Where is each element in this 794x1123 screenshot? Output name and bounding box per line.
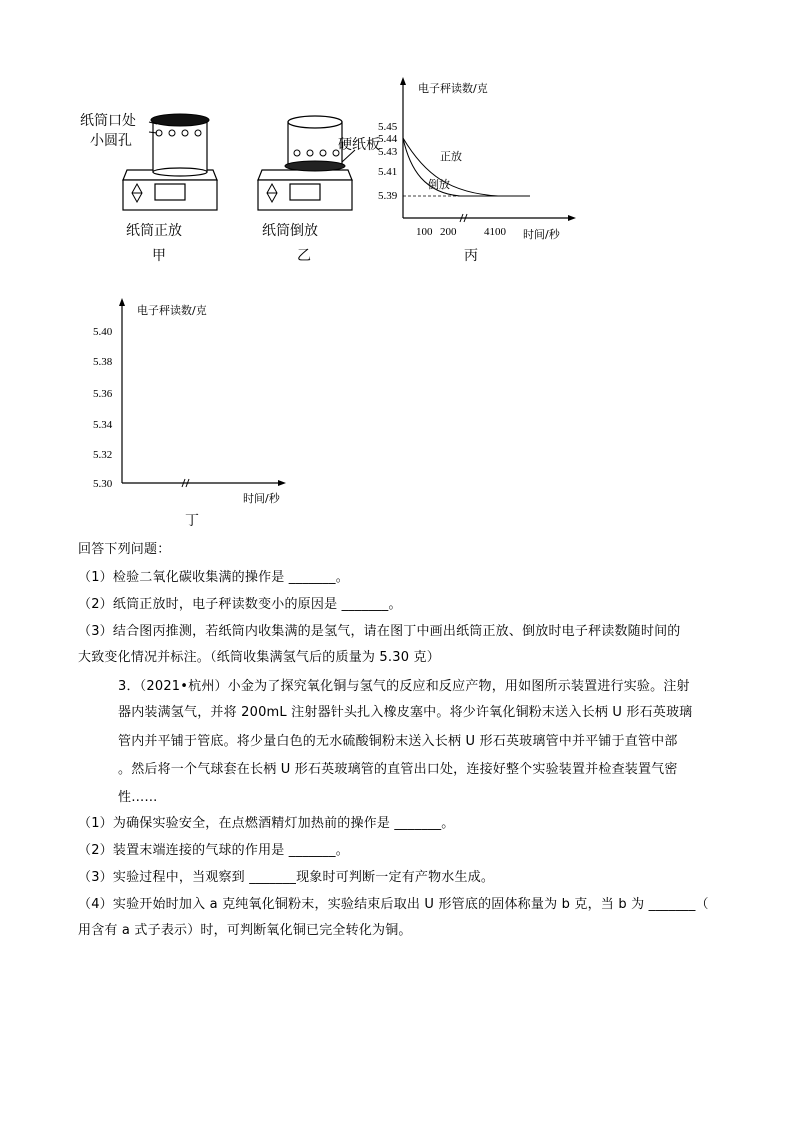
- problem-3-line-3: 管内并平铺于管底。将少量白色的无水硫酸铜粉末送入长柄 U 形石英玻璃管中并平铺于直管中部: [118, 734, 678, 749]
- intro-text: 回答下列问题：: [78, 542, 171, 557]
- bing-x-arrow: [568, 215, 576, 221]
- bing-y-arrow: [400, 77, 406, 85]
- ding-x-arrow: [278, 480, 286, 486]
- bing-xtick-1: 200: [440, 226, 457, 238]
- name-yi: 乙: [297, 248, 311, 264]
- chart-bing-svg: [370, 75, 590, 245]
- sub-question-1: （1）为确保实验安全，在点燃酒精灯加热前的操作是 _______。: [78, 816, 455, 831]
- problem-3-line-5: 性……: [118, 790, 158, 805]
- bing-xtick-2: 4100: [484, 226, 506, 238]
- bing-line-inverted: [403, 138, 498, 196]
- question-3-line-1: （3）结合图丙推测，若纸筒内收集满的是氢气，请在图丁中画出纸筒正放、倒放时电子秤读数随时间的: [78, 624, 681, 639]
- bing-series-inverted-label: 倒放: [428, 178, 450, 191]
- caption-upright: 纸筒正放: [126, 223, 182, 239]
- ding-ylabel: 电子秤读数/克: [137, 304, 207, 317]
- label-mouth: 纸筒口处: [80, 113, 136, 129]
- problem-3-line-4: 。然后将一个气球套在长柄 U 形石英玻璃管的直管出口处，连接好整个实验装置并检查装置气密: [118, 762, 678, 777]
- bing-xlabel: 时间/秒: [523, 228, 560, 241]
- bing-ylabel: 电子秤读数/克: [418, 82, 488, 95]
- sub-question-3: （3）实验过程中，当观察到 _______现象时可判断一定有产物水生成。: [78, 870, 495, 885]
- question-2: （2）纸筒正放时，电子秤读数变小的原因是 _______。: [78, 597, 402, 612]
- sub-question-4-line-2: 用含有 a 式子表示）时，可判断氧化铜已完全转化为铜。: [78, 923, 412, 938]
- problem-3-line-1: 3．（2021•杭州）小金为了探究氧化铜与氢气的反应和反应产物，用如图所示装置进行实验。注射: [118, 679, 690, 694]
- bing-ytick-1: 5.44: [378, 133, 398, 145]
- ding-name: 丁: [185, 513, 199, 529]
- label-hole: 小圆孔: [90, 133, 132, 149]
- bing-ytick-2: 5.43: [378, 146, 398, 158]
- ding-ytick-3: 5.34: [93, 419, 113, 431]
- chart-ding-svg: [90, 295, 310, 495]
- bing-line-upright: [403, 138, 530, 196]
- name-jia: 甲: [152, 248, 166, 264]
- caption-inverted: 纸筒倒放: [262, 223, 318, 239]
- scale-inverted-illustration: [250, 110, 360, 215]
- bing-series-upright-label: 正放: [440, 150, 462, 163]
- ding-ytick-1: 5.38: [93, 356, 113, 368]
- ding-y-arrow: [119, 298, 125, 306]
- ding-xlabel: 时间/秒: [243, 492, 280, 505]
- sub-question-4-line-1: （4）实验开始时加入 a 克纯氧化铜粉末，实验结束后取出 U 形管底的固体称量为 b 克，当 b 为 _______（: [78, 897, 709, 912]
- bing-name: 丙: [464, 248, 478, 264]
- bing-ytick-4: 5.39: [378, 190, 398, 202]
- label-board: 硬纸板: [338, 137, 380, 153]
- bing-xtick-0: 100: [416, 226, 433, 238]
- question-1: （1）检验二氧化碳收集满的操作是 _______。: [78, 570, 349, 585]
- ding-ytick-2: 5.36: [93, 388, 113, 400]
- bing-ytick-0: 5.45: [378, 121, 398, 133]
- ding-ytick-4: 5.32: [93, 449, 113, 461]
- problem-3-line-2: 器内装满氢气，并将 200mL 注射器针头扎入橡皮塞中。将少许氧化铜粉末送入长柄 U 形石英玻璃: [118, 705, 693, 720]
- question-3-line-2: 大致变化情况并标注。（纸筒收集满氢气后的质量为 5.30 克）: [78, 650, 440, 665]
- ding-ytick-0: 5.40: [93, 326, 113, 338]
- ding-ytick-5: 5.30: [93, 478, 113, 490]
- bing-ytick-3: 5.41: [378, 166, 398, 178]
- sub-question-2: （2）装置末端连接的气球的作用是 _______。: [78, 843, 349, 858]
